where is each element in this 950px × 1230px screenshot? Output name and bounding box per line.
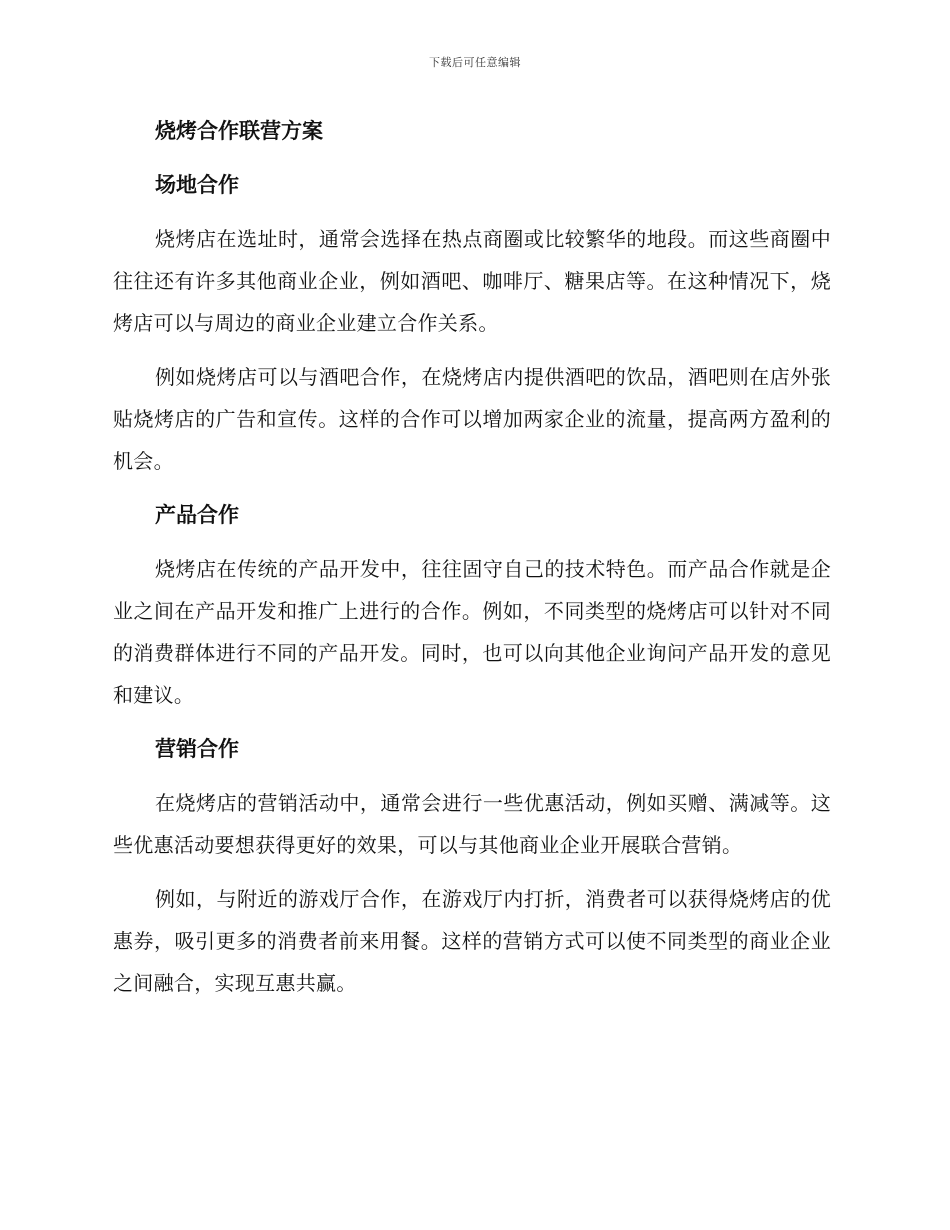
paragraph: 烧烤店在传统的产品开发中，往往固守自己的技术特色。而产品合作就是企业之间在产品开发和推广上进行的合作。例如，不同类型的烧烤店可以针对不同的消费群体进行不同的产品开发。同时，也可以向其他企业询问产品开发的意见和建议。 — [113, 557, 831, 707]
section-heading-product: 产品合作 — [155, 502, 239, 527]
document-title: 烧烤合作联营方案 — [155, 118, 323, 143]
paragraph: 在烧烤店的营销活动中，通常会进行一些优惠活动，例如买赠、满减等。这些优惠活动要想获得更好的效果，可以与其他商业企业开展联合营销。 — [113, 791, 831, 857]
section-heading-venue: 场地合作 — [155, 172, 239, 197]
paragraph: 例如，与附近的游戏厅合作，在游戏厅内打折，消费者可以获得烧烤店的优惠券，吸引更多的消费者前来用餐。这样的营销方式可以使不同类型的商业企业之间融合，实现互惠共赢。 — [113, 887, 831, 995]
section-heading-marketing: 营销合作 — [155, 736, 239, 761]
document-body — [113, 110, 831, 1016]
paragraph: 例如烧烤店可以与酒吧合作，在烧烤店内提供酒吧的饮品，酒吧则在店外张贴烧烤店的广告和宣传。这样的合作可以增加两家企业的流量，提高两方盈利的机会。 — [113, 365, 831, 473]
paragraph: 烧烤店在选址时，通常会选择在热点商圈或比较繁华的地段。而这些商圈中往往还有许多其他商业企业，例如酒吧、咖啡厅、糖果店等。在这种情况下，烧烤店可以与周边的商业企业建立合作关系。 — [113, 227, 831, 335]
header-note: 下载后可任意编辑 — [429, 56, 521, 69]
